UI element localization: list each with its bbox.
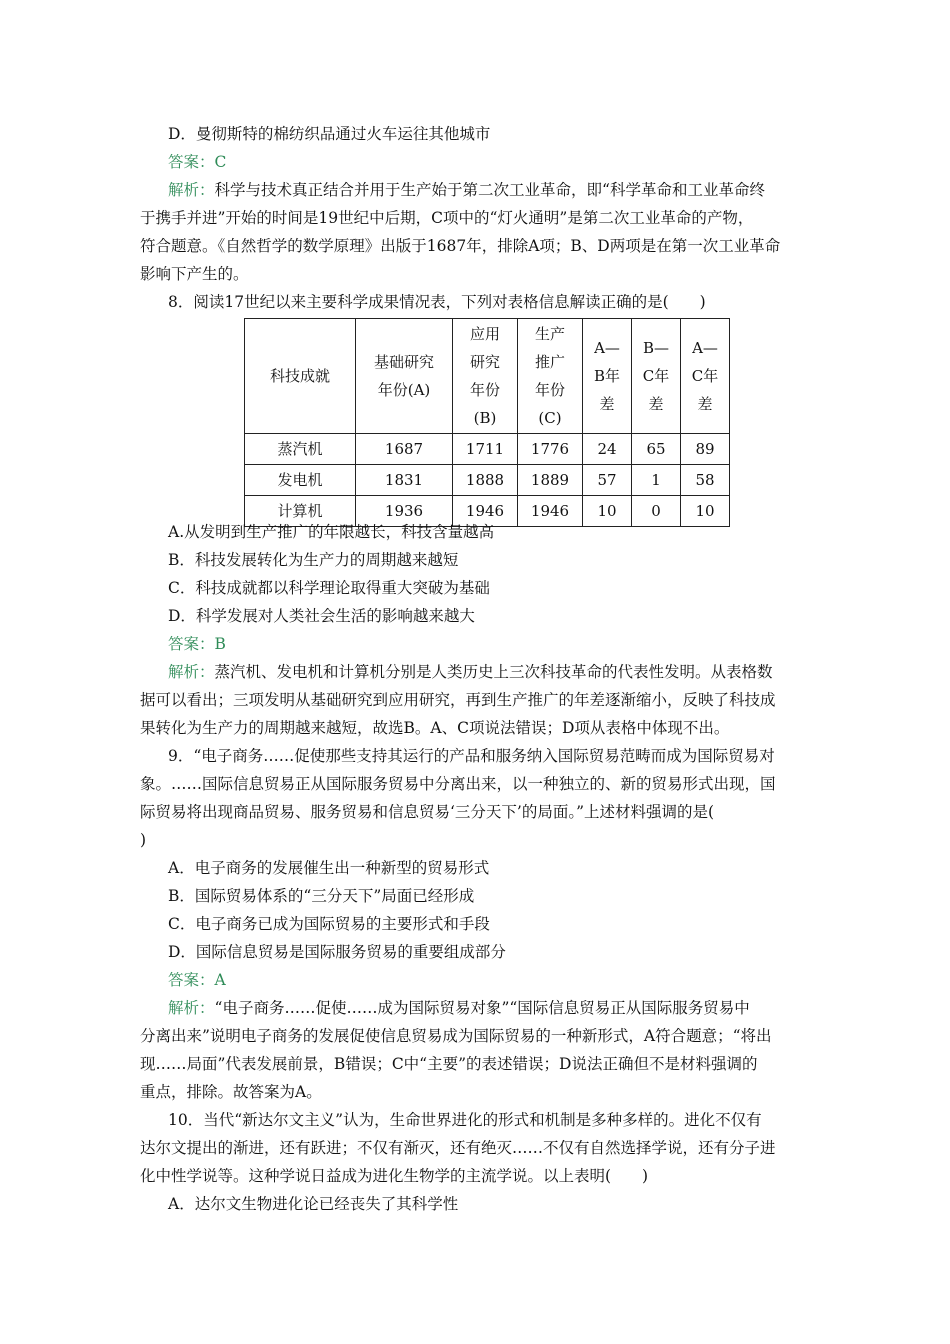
q9-option-c: C．电子商务已成为国际贸易的主要形式和手段 [168, 915, 490, 933]
answer-value: B [214, 635, 226, 653]
q7-analysis-line: 于携手并进”开始的时间是19世纪中后期，C项中的“灯火通明”是第二次工业革命的产物， [140, 209, 754, 227]
answer-value: C [214, 153, 227, 171]
answer-label: 答案： [168, 153, 215, 171]
table-cell: 10 [583, 496, 632, 527]
table-cell: 1 [632, 465, 681, 496]
q8-analysis-line: 据可以看出；三项发明从基础研究到应用研究，再到生产推广的年差逐渐缩小，反映了科技成 [140, 691, 776, 709]
table-cell: 1889 [518, 465, 583, 496]
table-header-cell: 基础研究 年份(A) [356, 319, 453, 434]
q9-option-a: A．电子商务的发展催生出一种新型的贸易形式 [168, 859, 490, 877]
q10-stem-line: 10．当代“新达尔文主义”认为，生命世界进化的形式和机制是多种多样的。进化不仅有 [168, 1111, 762, 1129]
q8-option-d: D．科学发展对人类社会生活的影响越来越大 [168, 607, 475, 625]
q8-option-a: A.从发明到生产推广的年限越长，科技含量越高 [168, 523, 495, 541]
analysis-label: 解析： [168, 999, 215, 1017]
q9-stem-line: 际贸易将出现商品贸易、服务贸易和信息贸易‘三分天下’的局面。”上述材料强调的是( [140, 803, 715, 821]
table-header-cell: B— C年 差 [632, 319, 681, 434]
table-header-cell: 生产 推广 年份 (C) [518, 319, 583, 434]
q10-stem-line: 达尔文提出的渐进，还有跃进；不仅有渐灭，还有绝灭……不仅有自然选择学说，还有分子进 [140, 1139, 776, 1157]
table-cell: 65 [632, 434, 681, 465]
table-header-cell: 科技成就 [245, 319, 356, 434]
table-cell: 1687 [356, 434, 453, 465]
answer-label: 答案： [168, 971, 215, 989]
table-cell: 1711 [453, 434, 518, 465]
table-cell: 58 [681, 465, 730, 496]
science-achievement-table [244, 318, 730, 527]
q7-analysis-line: 解析：科学与技术真正结合并用于生产始于第二次工业革命，即“科学革命和工业革命终 [168, 181, 765, 199]
q9-stem-line: ) [140, 831, 147, 849]
answer-label: 答案： [168, 635, 215, 653]
q9-analysis-line: 重点，排除。故答案为A。 [140, 1083, 322, 1101]
table-cell: 发电机 [245, 465, 356, 496]
q8-option-b: B．科技发展转化为生产力的周期越来越短 [168, 551, 459, 569]
answer-value: A [214, 971, 226, 989]
analysis-label: 解析： [168, 181, 215, 199]
q9-option-b: B．国际贸易体系的“三分天下”局面已经形成 [168, 887, 475, 905]
q7-answer [168, 152, 848, 172]
table-cell: 57 [583, 465, 632, 496]
q9-analysis-line: 现……局面”代表发展前景，B错误；C中“主要”的表述错误；D说法正确但不是材料强调的 [140, 1055, 758, 1073]
table-cell: 1946 [518, 496, 583, 527]
q9-analysis-line: 分离出来”说明电子商务的发展促使信息贸易成为国际贸易的一种新形式，A符合题意；“将出 [140, 1027, 772, 1045]
q8-analysis-line: 解析：蒸汽机、发电机和计算机分别是人类历史上三次科技革命的代表性发明。从表格数 [168, 663, 773, 681]
q7-analysis-line: 影响下产生的。 [140, 265, 249, 283]
table-cell: 0 [632, 496, 681, 527]
table-cell: 1888 [453, 465, 518, 496]
q8-stem: 8．阅读17世纪以来主要科学成果情况表，下列对表格信息解读正确的是( ) [168, 293, 706, 311]
table-header-cell: A— C年 差 [681, 319, 730, 434]
table-row [245, 465, 730, 496]
q8-answer [168, 634, 848, 654]
table-row [245, 434, 730, 465]
table-cell: 10 [681, 496, 730, 527]
table-header-cell: 应用 研究 年份 (B) [453, 319, 518, 434]
table-cell: 1946 [453, 496, 518, 527]
table-cell: 1936 [356, 496, 453, 527]
table-header-row [245, 319, 730, 434]
q9-option-d: D．国际信息贸易是国际服务贸易的重要组成部分 [168, 943, 506, 961]
table-cell: 1831 [356, 465, 453, 496]
q9-analysis-line: 解析：“电子商务……促使……成为国际贸易对象”“国际信息贸易正从国际服务贸易中 [168, 999, 750, 1017]
q8-analysis-line: 果转化为生产力的周期越来越短，故选B。A、C项说法错误；D项从表格中体现不出。 [140, 719, 730, 737]
q9-answer [168, 970, 848, 990]
analysis-label: 解析： [168, 663, 215, 681]
q8-option-c: C．科技成就都以科学理论取得重大突破为基础 [168, 579, 490, 597]
table-cell: 89 [681, 434, 730, 465]
table-cell: 计算机 [245, 496, 356, 527]
q7-option-d: D．曼彻斯特的棉纺织品通过火车运往其他城市 [168, 125, 491, 143]
q9-stem-line: 象。……国际信息贸易正从国际服务贸易中分离出来，以一种独立的、新的贸易形式出现，国 [140, 775, 776, 793]
table-cell: 1776 [518, 434, 583, 465]
table-cell: 蒸汽机 [245, 434, 356, 465]
q10-stem-line: 化中性学说等。这种学说日益成为进化生物学的主流学说。以上表明( ) [140, 1167, 649, 1185]
q9-stem-line: 9．“电子商务……促使那些支持其运行的产品和服务纳入国际贸易范畴而成为国际贸易对 [168, 747, 775, 765]
q10-option-a: A．达尔文生物进化论已经丧失了其科学性 [168, 1195, 459, 1213]
table-cell: 24 [583, 434, 632, 465]
q7-analysis-line: 符合题意。《自然哲学的数学原理》出版于1687年，排除A项；B、D两项是在第一次工业革命 [140, 237, 781, 255]
table-header-cell: A— B年 差 [583, 319, 632, 434]
